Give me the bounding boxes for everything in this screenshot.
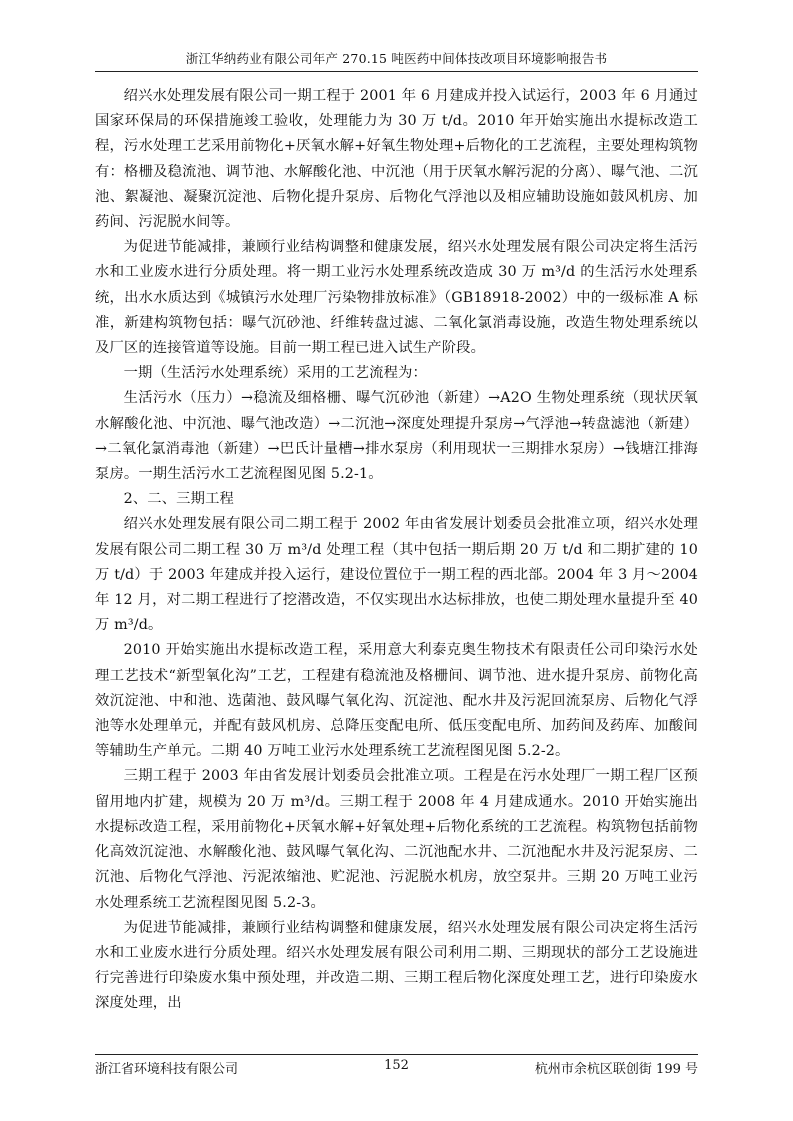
paragraph-phase2-overview: 绍兴水处理发展有限公司二期工程于 2002 年由省发展计划委员会批准立项，绍兴水处理发展有限公司二期工程 30 万 m³/d 处理工程（其中包括一期后期 20 万 t/d 和二期扩建的 10 万 t/d）于 2003 年建成并投入运行，建设位置位于一期工程的西北部。2004 年 3 月～2004 年 12 月，对二期工程进行了挖潜改造，不仅实现出水达标排放，也使二期处理水量提升至 40 万 m³/d。 [95,516,698,634]
footer-divider [95,1054,698,1055]
paragraph-phase1-overview: 绍兴水处理发展有限公司一期工程于 2001 年 6 月建成并投入试运行，2003 年 6 月通过国家环保局的环保措施竣工验收，处理能力为 30 万 t/d。2010 年开始实施出水提标改造工程，污水处理工艺采用前物化+厌氧水解+好氧生物处理+后物化的工艺流程，主要处理构筑物有：格栅及稳流池、调节池、水解酸化池、中沉池（用于厌氧水解污泥的分离）、曝气池、二沉池、絮凝池、凝聚沉淀池、后物化提升泵房、后物化气浮池以及相应辅助设施如鼓风机房、加药间、污泥脱水间等。 [95,88,698,231]
footer-company: 浙江省环境科技有限公司 [95,1062,239,1077]
header-divider [95,71,698,72]
document-body [95,84,698,1017]
page-header: 浙江华纳药业有限公司年产 270.15 吨医药中间体技改项目环境影响报告书 [185,51,608,66]
footer-address: 杭州市余杭区联创街 199 号 [534,1062,698,1077]
paragraph-phase1-process-flow: 生活污水（压力）→稳流及细格栅、曝气沉砂池（新建）→A2O 生物处理系统（现状厌氧水解酸化池、中沉池、曝气池改造）→二沉池→深度处理提升泵房→气浮池→转盘滤池（新建）→二氧化氯消毒池（新建）→巴氏计量槽→排水泵房（利用现状一三期排水泵房）→钱塘江排海泵房。一期生活污水工艺流程图见图 5.2-1。 [95,390,698,483]
paragraph-phase2-retrofit: 2010 开始实施出水提标改造工程，采用意大利泰克奥生物技术有限责任公司印染污水处理工艺技术“新型氧化沟”工艺，工程建有稳流池及格栅间、调节池、进水提升泵房、前物化高效沉淀池、中和池、选菌池、鼓风曝气氧化沟、沉淀池、配水井及污泥回流泵房、后物化气浮池等水处理单元，并配有鼓风机房、总降压变配电所、低压变配电所、加药间及药库、加酸间等辅助生产单元。二期 40 万吨工业污水处理系统工艺流程图见图 5.2-2。 [95,642,698,760]
paragraph-phase1-process-intro: 一期（生活污水处理系统）采用的工艺流程为： [123,365,427,382]
paragraph-phase3-overview: 三期工程于 2003 年由省发展计划委员会批准立项。工程是在污水处理厂一期工程厂区预留用地内扩建，规模为 20 万 m³/d。三期工程于 2008 年 4 月建成通水。2010 开始实施出水提标改造工程，采用前物化+厌氧水解+好氧处理+后物化系统的工艺流程。构筑物包括前物化高效沉淀池、水解酸化池、鼓风曝气氧化沟、二沉池配水井、二沉池配水井及污泥泵房、二沉池、后物化气浮池、污泥浓缩池、贮泥池、污泥脱水机房，放空泵井。三期 20 万吨工业污水处理系统工艺流程图见图 5.2-3。 [95,768,698,911]
section-heading-phase2-3: 2、二、三期工程 [123,491,234,508]
paragraph-phase1-retrofit: 为促进节能减排，兼顾行业结构调整和健康发展，绍兴水处理发展有限公司决定将生活污水和工业废水进行分质处理。将一期工业污水处理系统改造成 30 万 m³/d 的生活污水处理系统，出水水质达到《城镇污水处理厂污染物排放标准》（GB18918-2002）中的一级标准 A 标准，新建构筑物包括：曝气沉砂池、纤维转盘过滤、二氧化氯消毒设施，改造生物处理系统以及厂区的连接管道等设施。目前一期工程已进入试生产阶段。 [95,239,698,357]
page-number: 152 [384,1058,409,1073]
page-footer [95,1058,698,1078]
paragraph-separation-treatment: 为促进节能减排，兼顾行业结构调整和健康发展，绍兴水处理发展有限公司决定将生活污水和工业废水进行分质处理。绍兴水处理发展有限公司利用二期、三期现状的部分工艺设施进行完善进行印染废水集中预处理，并改造二期、三期工程后物化深度处理工艺，进行印染废水深度处理，出 [95,919,698,1012]
